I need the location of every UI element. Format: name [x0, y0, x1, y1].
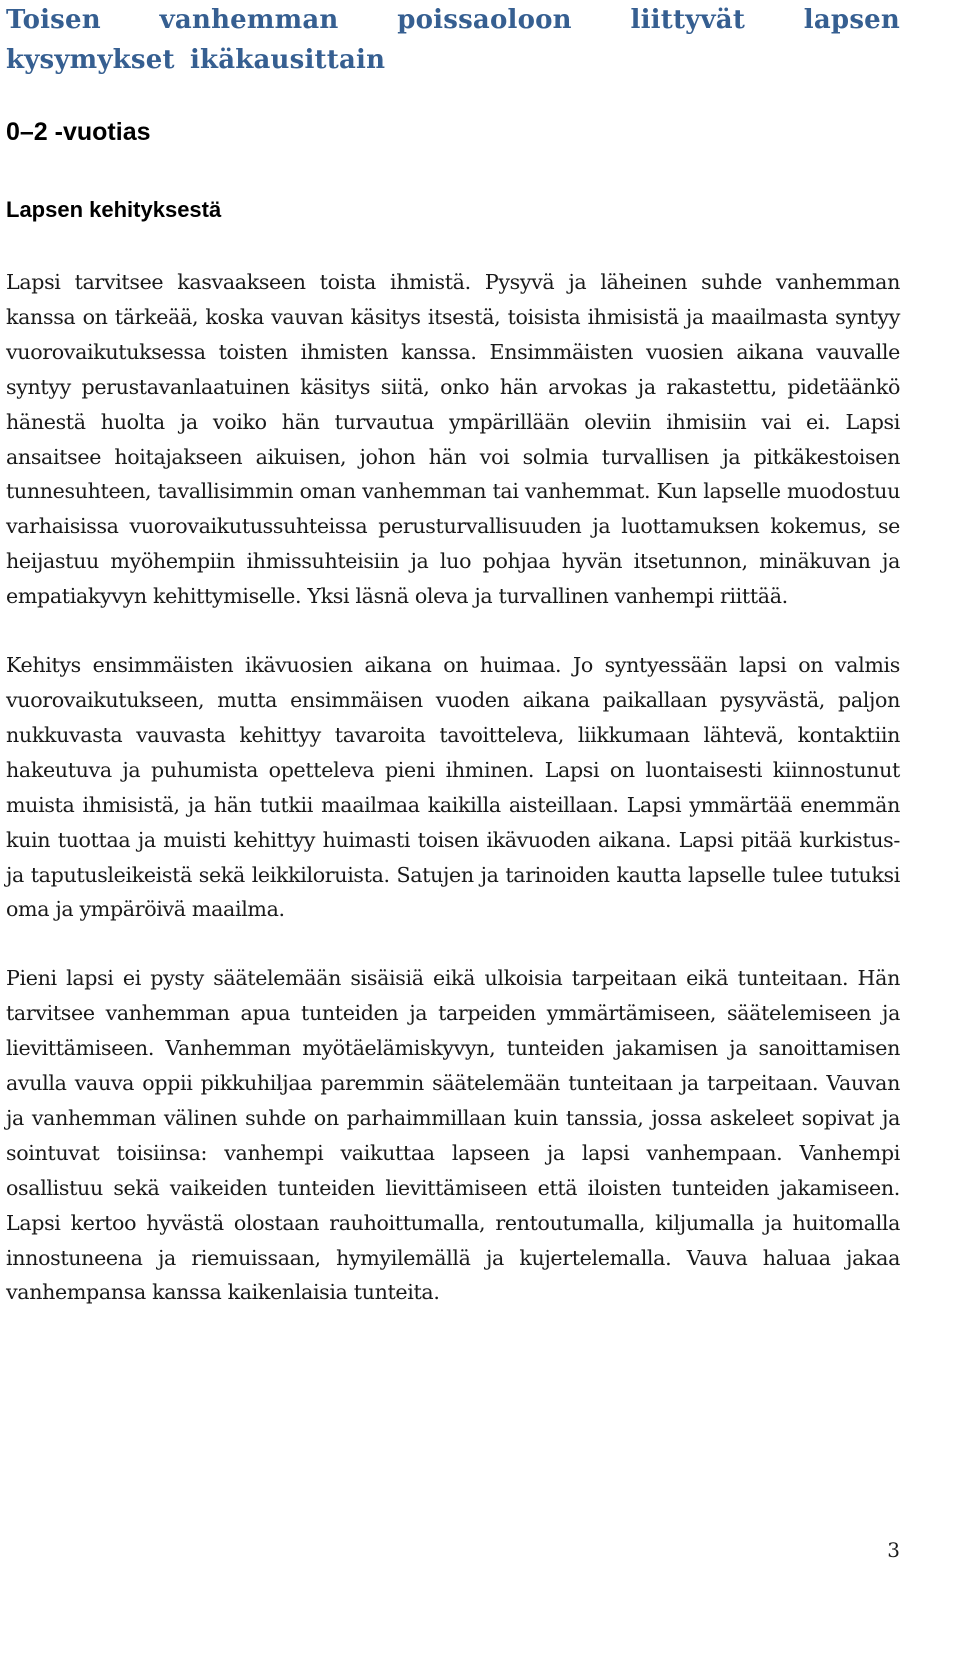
paragraph: Lapsi tarvitsee kasvaakseen toista ihmistä. Pysyvä ja läheinen suhde vanhemman kanssa on tärkeää, koska vauvan käsitys itsestä, toisista ihmisistä ja maailmasta syntyy vuorovaikutuksessa toisten ihmisten kanssa. Ensimmäisten vuosien aikana vauvalle syntyy perustavanlaatuinen käsitys siitä, onko hän arvokas ja rakastettu, pidetäänkö hänestä huolta ja voiko hän turvautua ympärillään oleviin ihmisiin vai ei. Lapsi ansaitsee hoitajakseen aikuisen, johon hän voi solmia turvallisen ja pitkäkestoisen tunnesuhteen, tavallisimmin oman vanhemman tai vanhemmat. Kun lapselle muodostuu varhaisissa vuorovaikutussuhteissa perusturvallisuuden ja luottamuksen kokemus, se heijastuu myöhempiin ihmissuhteisiin ja luo pohjaa hyvän itsetunnon, minäkuvan ja empatiakyvyn kehittymiselle. Yksi läsnä oleva ja turvallinen vanhempi riittää. — [6, 270, 900, 609]
page-content — [6, 0, 900, 1305]
paragraph: Kehitys ensimmäisten ikävuosien aikana on huimaa. Jo syntyessään lapsi on valmis vuorovaikutukseen, mutta ensimmäisen vuoden aikana paikallaan pysyvästä, paljon nukkuvasta vauvasta kehittyy tavaroita tavoitteleva, liikkumaan lähtevä, kontaktiin hakeutuva ja puhumista opetteleva pieni ihminen. Lapsi on luontaisesti kiinnostunut muista ihmisistä, ja hän tutkii maailmaa kaikilla aisteillaan. Lapsi ymmärtää enemmän kuin tuottaa ja muisti kehittyy huimasti toisen ikävuoden aikana. Lapsi pitää kurkistus- ja taputusleikeistä sekä leikkiloruista. Satujen ja tarinoiden kautta lapselle tulee tutuksi oma ja ympäröivä maailma. — [6, 653, 900, 922]
document-title: Toisen vanhemman poissaoloon liittyvät lapsen kysymykset ikäkausittain — [6, 5, 900, 75]
paragraph: Pieni lapsi ei pysty säätelemään sisäisiä eikä ulkoisia tarpeitaan eikä tunteitaan. Hän tarvitsee vanhemman apua tunteiden ja tarpeiden ymmärtämiseen, säätelemiseen ja lievittämiseen. Vanhemman myötäelämiskyvyn, tunteiden jakamisen ja sanoittamisen avulla vauva oppii pikkuhiljaa paremmin säätelemään tunteitaan ja tarpeitaan. Vauvan ja vanhemman välinen suhde on parhaimmillaan kuin tanssia, jossa askeleet sopivat ja sointuvat toisiinsa: vanhempi vaikuttaa lapseen ja lapsi vanhempaan. Vanhempi osallistuu sekä vaikeiden tunteiden lievittämiseen että iloisten tunteiden jakamiseen. Lapsi kertoo hyvästä olostaan rauhoittumalla, rentoutumalla, kiljumalla ja huitomalla innostuneena ja riemuissaan, hymyilemällä ja kujertelemalla. Vauva haluaa jakaa vanhempansa kanssa kaikenlaisia tunteita. — [6, 966, 900, 1305]
section-heading: Lapsen kehityksestä — [6, 197, 222, 222]
age-group-heading: 0–2 -vuotias — [6, 118, 151, 146]
page-number: 3 — [887, 1538, 900, 1562]
body-text — [6, 265, 900, 1344]
